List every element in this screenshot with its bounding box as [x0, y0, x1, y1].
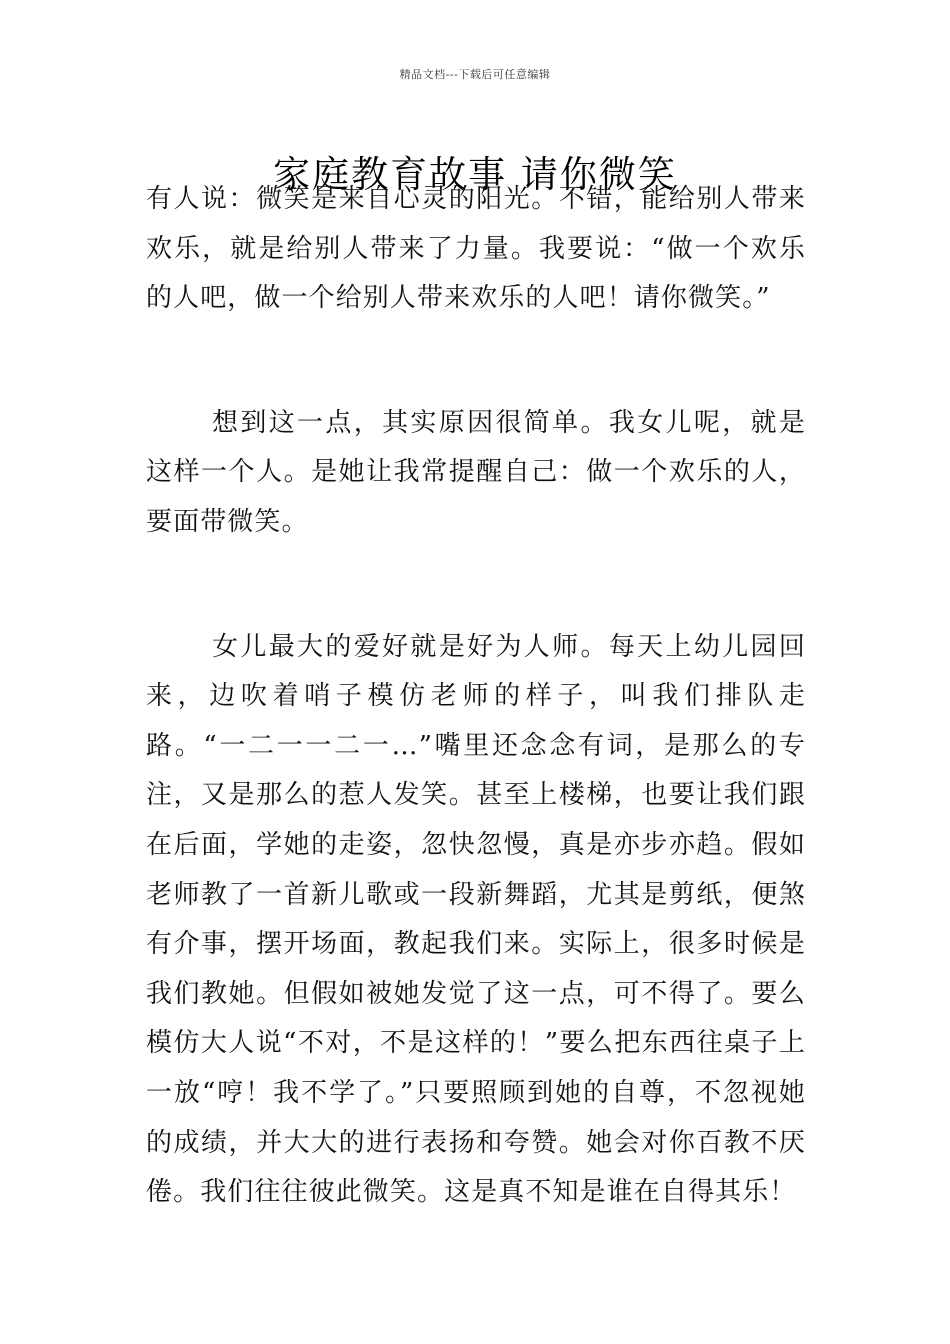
document-body [146, 175, 806, 1218]
paragraph-reason: 想到这一点，其实原因很简单。我女儿呢，就是这样一个人。是她让我常提醒自己：做一个欢乐的人，要面带微笑。 [146, 407, 806, 537]
document-title: 家庭教育故事 请你微笑 [273, 152, 677, 196]
paragraph-daughter-story: 女儿最大的爱好就是好为人师。每天上幼儿园回来，边吹着哨子模仿老师的样子，叫我们排队走路。“一二一一二一…”嘴里还念念有词，是那么的专注，又是那么的惹人发笑。甚至上楼梯，也要让我们跟在后面，学她的走姿，忽快忽慢，真是亦步亦趋。假如老师教了一首新儿歌或一段新舞蹈，尤其是剪纸，便煞有介事，摆开场面，教起我们来。实际上，很多时候是我们教她。但假如被她发觉了这一点，可不得了。要么模仿大人说“不对，不是这样的！”要么把东西往桌子上一放“哼！我不学了。”只要照顾到她的自尊，不忽视她的成绩，并大大的进行表扬和夸赞。她会对你百教不厌倦。我们往往彼此微笑。这是真不知是谁在自得其乐！ [146, 631, 806, 1208]
page-header-note: 精品文档---下载后可任意编辑 [399, 68, 551, 81]
paragraph-spacer [146, 548, 806, 623]
paragraph-spacer [146, 324, 806, 399]
paragraph-intro: 有人说：微笑是来自心灵的阳光。不错，能给别人带来欢乐，就是给别人带来了力量。我要说：“做一个欢乐的人吧，做一个给别人带来欢乐的人吧！请你微笑。” [146, 184, 806, 314]
